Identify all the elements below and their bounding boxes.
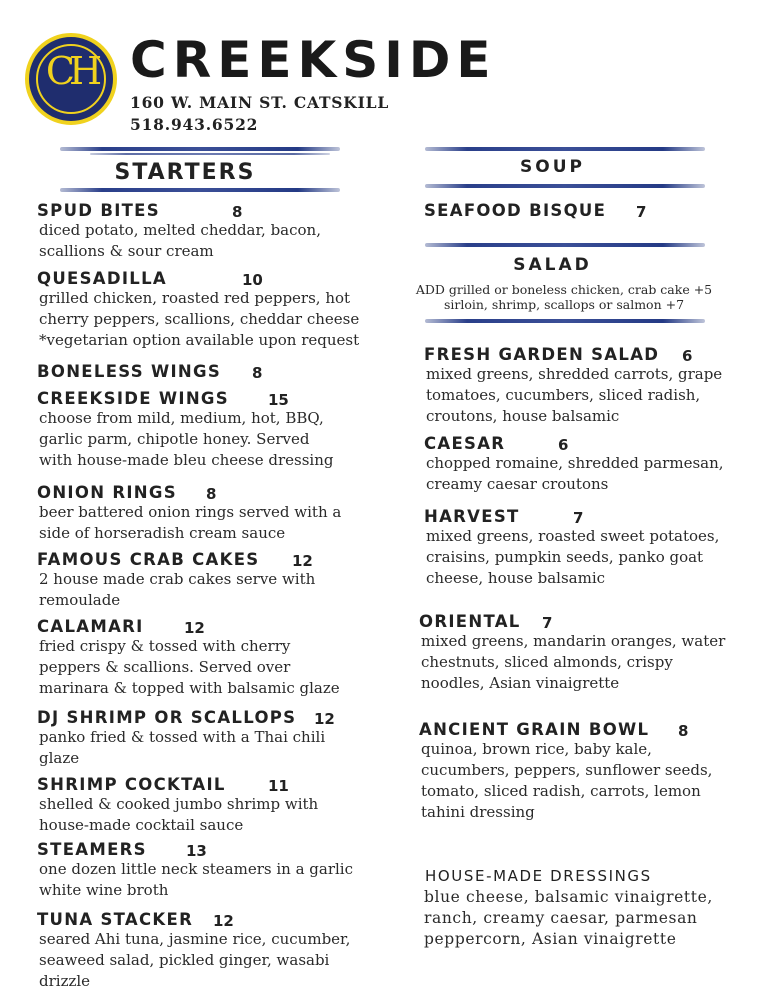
- section-title-starters: STARTERS: [114, 160, 256, 185]
- section-title-soup: SOUP: [520, 157, 585, 177]
- divider: [425, 184, 705, 188]
- item-description: glaze: [39, 749, 80, 767]
- item-description: drizzle: [39, 972, 91, 990]
- item-description: *vegetarian option available upon request: [39, 331, 360, 349]
- menu-item-calamari: CALAMARI: [37, 617, 144, 636]
- item-description: scallions & sour cream: [39, 242, 214, 260]
- item-description: shelled & cooked jumbo shrimp with: [39, 795, 319, 813]
- dressings-heading: HOUSE-MADE DRESSINGS: [425, 867, 652, 885]
- menu-item-onion-rings: ONION RINGS: [37, 483, 177, 502]
- section-title-salad: SALAD: [513, 255, 592, 275]
- menu-item-oriental: ORIENTAL: [419, 612, 521, 631]
- menu-item-steamers: STEAMERS: [37, 840, 147, 859]
- item-description: panko fried & tossed with a Thai chili: [39, 728, 326, 746]
- item-description: peppers & scallions. Served over: [39, 658, 291, 676]
- item-description: grilled chicken, roasted red peppers, hot: [39, 289, 351, 307]
- item-price: 15: [268, 391, 289, 409]
- dressings-line: peppercorn, Asian vinaigrette: [424, 930, 677, 948]
- item-description: mixed greens, mandarin oranges, water: [421, 632, 726, 650]
- phone: 518.943.6522: [130, 115, 259, 134]
- item-price: 12: [184, 619, 205, 637]
- item-description: tomato, sliced radish, carrots, lemon: [421, 782, 701, 800]
- logo-monogram: CH: [45, 49, 97, 93]
- item-price: 7: [573, 509, 584, 527]
- menu-item-tuna-stacker: TUNA STACKER: [37, 910, 194, 929]
- item-description: mixed greens, roasted sweet potatoes,: [426, 527, 720, 545]
- item-description: 2 house made crab cakes serve with: [39, 570, 316, 588]
- item-price: 12: [213, 912, 234, 930]
- item-description: noodles, Asian vinaigrette: [421, 674, 620, 692]
- menu-item-spud-bites: SPUD BITES: [37, 201, 160, 220]
- item-description: diced potato, melted cheddar, bacon,: [39, 221, 321, 239]
- item-description: side of horseradish cream sauce: [39, 524, 286, 542]
- divider: [60, 147, 340, 151]
- menu-item-boneless-wings: BONELESS WINGS: [37, 362, 222, 381]
- divider: [60, 188, 340, 192]
- restaurant-name: CREEKSIDE: [130, 31, 497, 89]
- item-description: chopped romaine, shredded parmesan,: [426, 454, 724, 472]
- item-price: 8: [232, 203, 243, 221]
- menu-item-dj-shrimp-or-scallops: DJ SHRIMP OR SCALLOPS: [37, 708, 297, 727]
- dressings-line: blue cheese, balsamic vinaigrette,: [424, 888, 713, 906]
- item-description: beer battered onion rings served with a: [39, 503, 342, 521]
- divider: [90, 153, 330, 155]
- item-price: 8: [678, 722, 689, 740]
- menu-item-creekside-wings: CREEKSIDE WINGS: [37, 389, 229, 408]
- item-price: 11: [268, 777, 289, 795]
- item-description: cheese, house balsamic: [426, 569, 606, 587]
- item-description: seared Ahi tuna, jasmine rice, cucumber,: [39, 930, 351, 948]
- item-description: marinara & topped with balsamic glaze: [39, 679, 340, 697]
- item-price: 8: [252, 364, 263, 382]
- item-description: mixed greens, shredded carrots, grape: [426, 365, 723, 383]
- item-description: croutons, house balsamic: [426, 407, 620, 425]
- menu-item-famous-crab-cakes: FAMOUS CRAB CAKES: [37, 550, 260, 569]
- item-description: one dozen little neck steamers in a garlic: [39, 860, 353, 878]
- menu-item-harvest: HARVEST: [424, 507, 520, 526]
- item-description: choose from mild, medium, hot, BBQ,: [39, 409, 324, 427]
- item-price: 8: [206, 485, 217, 503]
- item-price: 6: [558, 436, 569, 454]
- menu-item-ancient-grain-bowl: ANCIENT GRAIN BOWL: [419, 720, 650, 739]
- item-description: chestnuts, sliced almonds, crispy: [421, 653, 673, 671]
- item-description: cucumbers, peppers, sunflower seeds,: [421, 761, 713, 779]
- divider: [425, 319, 705, 323]
- item-price: 6: [682, 347, 693, 365]
- item-price: 7: [542, 614, 553, 632]
- menu-item-shrimp-cocktail: SHRIMP COCKTAIL: [37, 775, 226, 794]
- menu-item-quesadilla: QUESADILLA: [37, 269, 167, 288]
- item-price: 13: [186, 842, 207, 860]
- item-description: house-made cocktail sauce: [39, 816, 244, 834]
- item-description: garlic parm, chipotle honey. Served: [39, 430, 310, 448]
- item-description: tomatoes, cucumbers, sliced radish,: [426, 386, 701, 404]
- item-description: quinoa, brown rice, baby kale,: [421, 740, 652, 758]
- address: 160 W. MAIN ST. CATSKILL: [130, 93, 390, 112]
- dressings-line: ranch, creamy caesar, parmesan: [424, 909, 698, 927]
- menu-item-caesar: CAESAR: [424, 434, 506, 453]
- item-description: cherry peppers, scallions, cheddar cheese: [39, 310, 360, 328]
- item-description: tahini dressing: [421, 803, 535, 821]
- item-description: with house-made bleu cheese dressing: [39, 451, 334, 469]
- salad-addon-note-line: ADD grilled or boneless chicken, crab cake +5: [415, 282, 713, 297]
- menu-item-seafood-bisque: SEAFOOD BISQUE: [424, 201, 607, 220]
- item-description: creamy caesar croutons: [426, 475, 609, 493]
- item-description: craisins, pumpkin seeds, panko goat: [426, 548, 704, 566]
- item-price: 12: [314, 710, 335, 728]
- menu-item-fresh-garden-salad: FRESH GARDEN SALAD: [424, 345, 660, 364]
- item-description: white wine broth: [39, 881, 169, 899]
- item-description: fried crispy & tossed with cherry: [39, 637, 291, 655]
- item-price: 10: [242, 271, 263, 289]
- logo: [25, 33, 117, 125]
- item-price: 7: [636, 203, 647, 221]
- item-description: remoulade: [39, 591, 121, 609]
- divider: [425, 147, 705, 151]
- item-description: seaweed salad, pickled ginger, wasabi: [39, 951, 330, 969]
- divider: [425, 243, 705, 247]
- item-price: 12: [292, 552, 313, 570]
- salad-addon-note-line: sirloin, shrimp, scallops or salmon +7: [443, 297, 685, 312]
